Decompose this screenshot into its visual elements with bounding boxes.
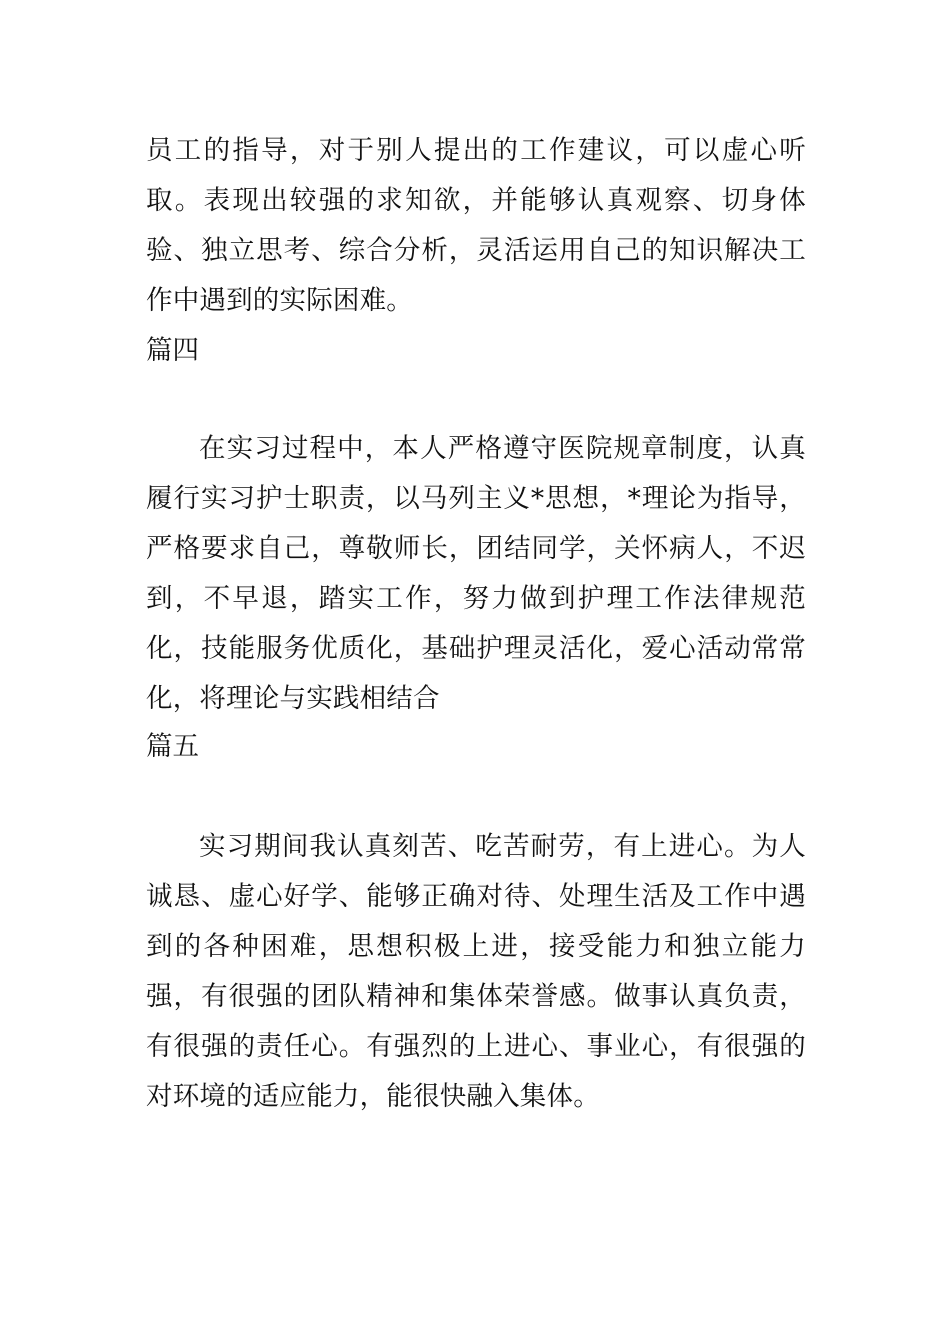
section-four-heading: 篇四	[146, 335, 199, 366]
section-five-body: 实习期间我认真刻苦、吃苦耐劳，有上进心。为人诚恳、虚心好学、能够正确对待、处理生活及工作中遇到的各种困难，思想积极上进，接受能力和独立能力强，有很强的团队精神和集体荣誉感。做事认真负责，有很强的责任心。有强烈的上进心、事业心，有很强的对环境的适应能力，能很快融入集体。	[146, 831, 806, 1112]
intro-paragraph: 员工的指导，对于别人提出的工作建议，可以虚心听取。表现出较强的求知欲，并能够认真观察、切身体验、独立思考、综合分析，灵活运用自己的知识解决工作中遇到的实际困难。	[146, 135, 806, 316]
section-five-heading: 篇五	[146, 731, 199, 762]
section-four-body: 在实习过程中，本人严格遵守医院规章制度，认真履行实习护士职责，以马列主义*思想，*理论为指导，严格要求自己，尊敬师长，团结同学，关怀病人，不迟到，不早退，踏实工作，努力做到护理工作法律规范化，技能服务优质化，基础护理灵活化，爱心活动常常化，将理论与实践相结合	[146, 433, 806, 714]
